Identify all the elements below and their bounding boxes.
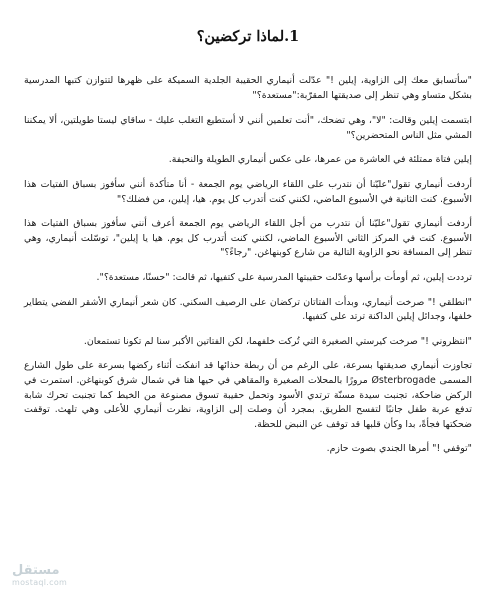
paragraph: تجاوزت أنيماري صديقتها بسرعة، على الرغم من أن ربطة حذائها قد انفكت أثناء ركضها بسرعة على طول الشارع المسمى Østerbrogade مرورًا بالمحلات الصغيرة والمقاهي في حيها هنا في شمال شرق كوبنهاغن. استمرت في الركض ضاحكة، تجنبت سيدة مسنّة ترتدي الأسود وتحمل حقيبة تسوق مصنوعة من الخيط كما تجنبت تحرك شابة تدفع عربة طفل جانبًا لتفسح الطريق. بمجرد أن وصلت إلى الزاوية، نظرت أنيماري للأعلى وهي تلهث. توقفت ضحكتها فجأةً، بدا وكأن قلبها قد توقف عن النبض للحظة.: [24, 360, 472, 430]
document-body: [24, 74, 472, 467]
chapter-title: 1.لماذا تركضين؟: [196, 28, 300, 45]
watermark-word: مستقل: [12, 563, 60, 578]
paragraph: أردفت أنيماري تقول"عليّنا أن نتدرب من أجل اللقاء الرياضي يوم الجمعة أعرف أنني سأفوز بسباق الفتيات هذا الأسبوع. كنت في المركز الثاني الأسبوع الماضي، لكنني كنت أتدرب كل يوم. هيا يا إيلين"، توسّلت أنيماري، وهي تنظر إلى المسافة نحو الزاوية التالية من شارع كوبنهاغن. "رجاءً؟": [24, 218, 472, 259]
paragraph: "توقفي !" أمرها الجندي بصوت حازم.: [326, 443, 472, 455]
paragraph: أردفت أنيماري تقول"عليّنا أن نتدرب على اللقاء الرياضي يوم الجمعة - أنا متأكدة أنني سأفوز بسباق الفتيات هذا الأسبوع. كنت الثانية في الأسبوع الماضي، لكنني كنت أتدرب كل يوم. هيا، إيلين، من فضلك؟": [24, 178, 472, 205]
watermark-logo: [12, 563, 82, 591]
paragraph: "انطلقي !" صرخت أنيماري، وبدأت الفتاتان تركضان على الرصيف السكني. كان شعر أنيماري الأشقر الفضي يتطاير خلفها، وجدائل إيلين الداكنة ترتد على كتفيها.: [24, 296, 472, 323]
paragraph: "انتظروني !" صرخت كيرستي الصغيرة التي تُركت خلفهما، لكن الفتاتين الأكبر سنا لم تكونا تستمعان.: [83, 335, 472, 347]
paragraph: ابتسمت إيلين وقالت: "لا"، وهي تضحك، "أنت تعلمين أنني لا أستطيع التغلب عليك - ساقاي ليستا طويلتين، ألا يمكننا المشي مثل الناس المتحضرين؟": [24, 115, 472, 141]
paragraph: ترددت إيلين، ثم أومأت برأسها وعدّلت حقيبتها المدرسية على كتفيها، ثم قالت: "حسنًا، مستعدة؟".: [96, 271, 472, 283]
paragraph: "سأتسابق معك إلى الزاوية، إيلين !" عدّلت أنيماري الحقيبة الجلدية السميكة على ظهرها لتتوازن كتبها المدرسية بشكل متساو وهي تنظر إلى صديقتها المقرّبة:"مستعدة؟": [24, 75, 472, 101]
paragraph: إيلين فتاة ممتلئة في العاشرة من عمرها، على عكس أنيماري الطويلة والنحيفة.: [168, 154, 472, 166]
watermark-domain: mostaql.com: [12, 578, 68, 587]
